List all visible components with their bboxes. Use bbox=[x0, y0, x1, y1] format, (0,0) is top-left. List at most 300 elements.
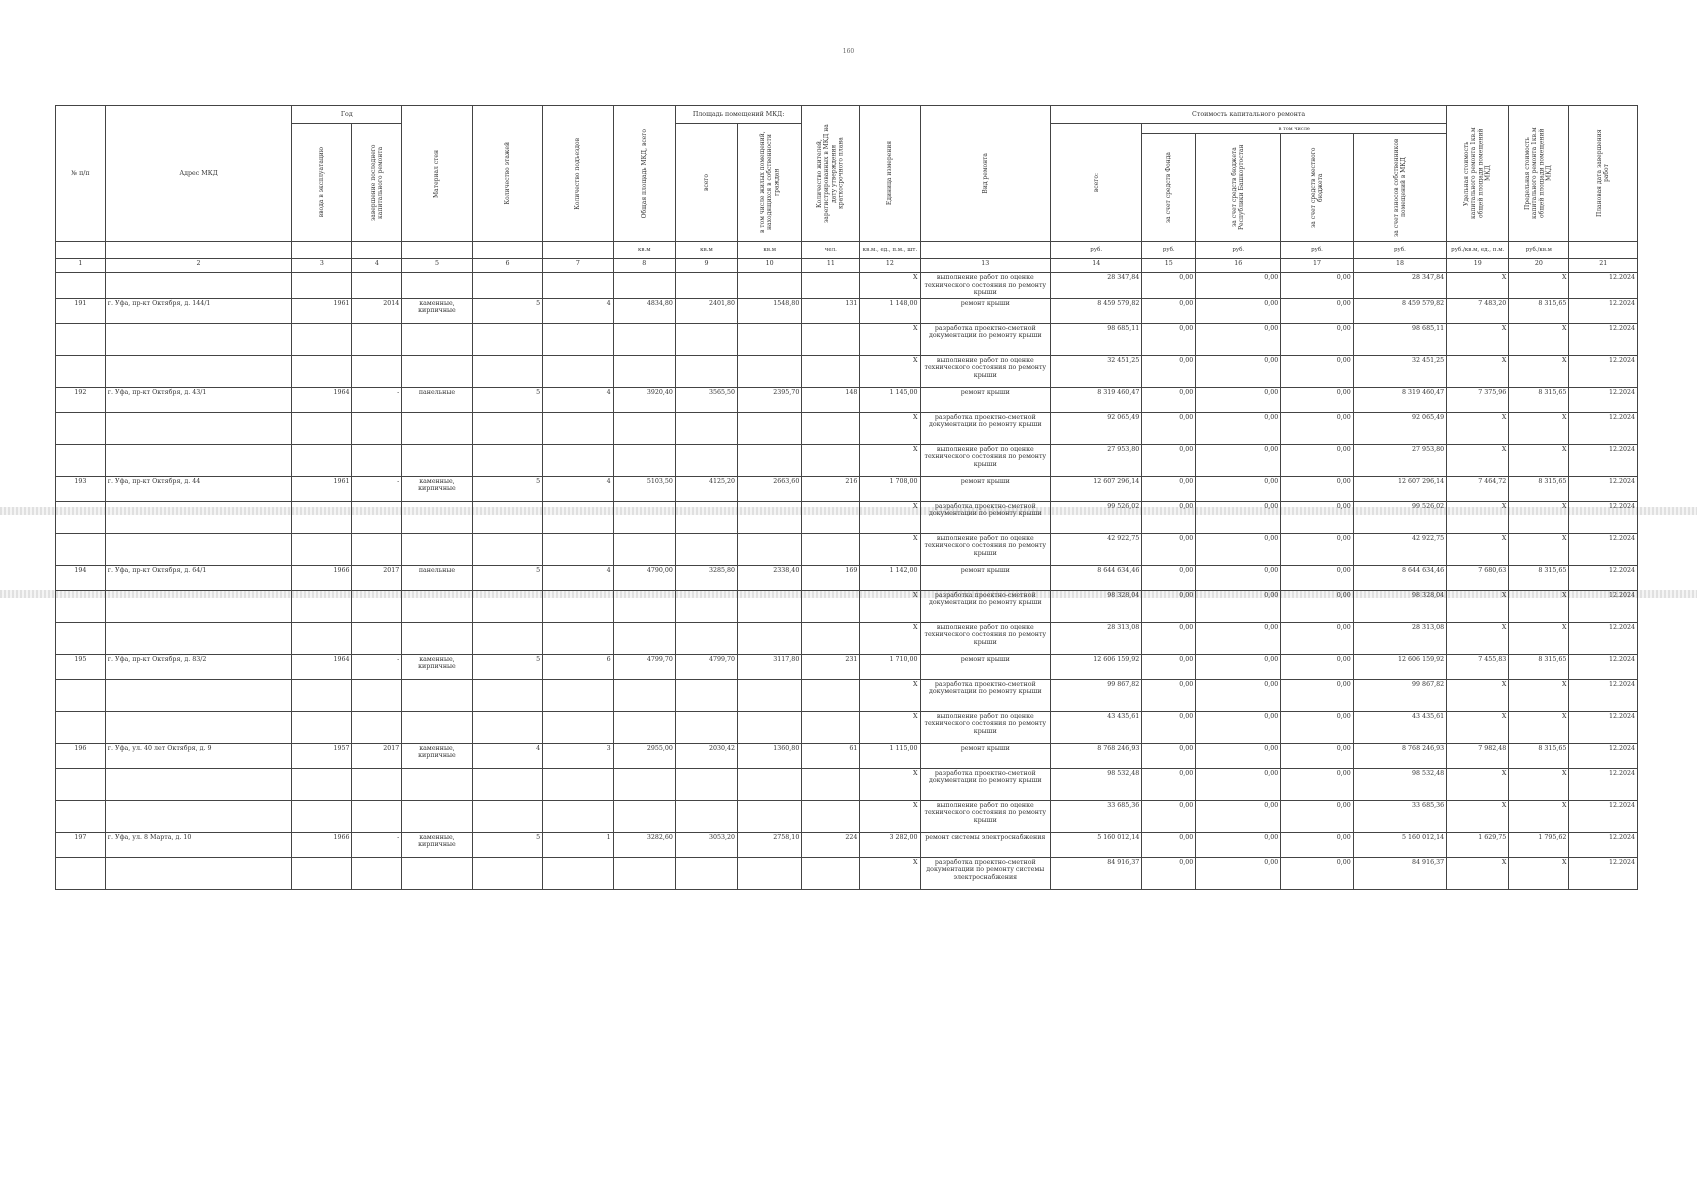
cell-cost-fund: 0,00 bbox=[1142, 654, 1196, 679]
cell-cost-total: 98 685,11 bbox=[1051, 323, 1142, 355]
cell-volume: X bbox=[860, 501, 920, 533]
column-index-cell: 13 bbox=[920, 259, 1051, 273]
cell-material bbox=[402, 711, 472, 743]
table-row bbox=[56, 743, 1638, 768]
column-index-cell: 3 bbox=[292, 259, 352, 273]
column-index-cell: 21 bbox=[1569, 259, 1638, 273]
cell-limit-cost: X bbox=[1509, 501, 1569, 533]
cell-floors bbox=[472, 533, 542, 565]
cell-premises-total bbox=[675, 768, 737, 800]
column-index-cell: 19 bbox=[1447, 259, 1509, 273]
cell-unit-cost: X bbox=[1447, 323, 1509, 355]
cell-cost-local: 0,00 bbox=[1281, 743, 1354, 768]
cell-floors bbox=[472, 622, 542, 654]
cell-residents: 131 bbox=[802, 298, 860, 323]
cell-premises-owned: 2663,60 bbox=[738, 476, 802, 501]
cell-cost-owners: 98 685,11 bbox=[1353, 323, 1446, 355]
cell-material: каменные, кирпичные bbox=[402, 298, 472, 323]
cell-residents bbox=[802, 412, 860, 444]
cell-deadline: 12.2024 bbox=[1569, 679, 1638, 711]
cell-residents bbox=[802, 533, 860, 565]
column-index-cell: 10 bbox=[738, 259, 802, 273]
cell-volume: 1 145,00 bbox=[860, 387, 920, 412]
cell-premises-owned bbox=[738, 857, 802, 889]
cell-work: разработка проектно-сметной документации по ремонту крыши bbox=[920, 768, 1051, 800]
cell-year-last-repair bbox=[352, 622, 402, 654]
cell-cost-fund: 0,00 bbox=[1142, 590, 1196, 622]
cell-year-last-repair bbox=[352, 590, 402, 622]
cell-cost-fund: 0,00 bbox=[1142, 412, 1196, 444]
column-index-cell: 18 bbox=[1353, 259, 1446, 273]
cell-floors bbox=[472, 355, 542, 387]
cell-unit-cost: X bbox=[1447, 273, 1509, 299]
table-row bbox=[56, 590, 1638, 622]
cell-cost-total: 42 922,75 bbox=[1051, 533, 1142, 565]
cell-year-last-repair: 2017 bbox=[352, 743, 402, 768]
cell-limit-cost: 8 315,65 bbox=[1509, 743, 1569, 768]
cell-premises-total bbox=[675, 679, 737, 711]
cell-material: каменные, кирпичные bbox=[402, 476, 472, 501]
cell-material bbox=[402, 533, 472, 565]
cell-cost-fund: 0,00 bbox=[1142, 800, 1196, 832]
cell-cost-total: 32 451,25 bbox=[1051, 355, 1142, 387]
cell-year-built bbox=[292, 768, 352, 800]
cell-cost-fund: 0,00 bbox=[1142, 476, 1196, 501]
cell-cost-owners: 28 347,84 bbox=[1353, 273, 1446, 299]
column-index-cell: 5 bbox=[402, 259, 472, 273]
cell-premises-owned bbox=[738, 444, 802, 476]
header-address: Адрес МКД bbox=[105, 106, 292, 242]
cell-premises-total bbox=[675, 800, 737, 832]
cell-cost-region: 0,00 bbox=[1196, 476, 1281, 501]
cell-num bbox=[56, 622, 106, 654]
cell-premises-total: 3053,20 bbox=[675, 832, 737, 857]
cell-premises-total bbox=[675, 323, 737, 355]
table-row bbox=[56, 711, 1638, 743]
cell-cost-total: 8 319 460,47 bbox=[1051, 387, 1142, 412]
cell-unit-cost: 7 483,20 bbox=[1447, 298, 1509, 323]
cell-premises-owned bbox=[738, 412, 802, 444]
cell-num bbox=[56, 444, 106, 476]
cell-cost-owners: 42 922,75 bbox=[1353, 533, 1446, 565]
cell-year-built bbox=[292, 711, 352, 743]
cell-volume: X bbox=[860, 533, 920, 565]
cell-cost-region: 0,00 bbox=[1196, 679, 1281, 711]
cell-total-area bbox=[613, 590, 675, 622]
cell-unit-cost: 7 464,72 bbox=[1447, 476, 1509, 501]
table-header bbox=[56, 106, 1638, 273]
column-index-cell: 14 bbox=[1051, 259, 1142, 273]
cell-deadline: 12.2024 bbox=[1569, 654, 1638, 679]
cell-unit-cost: 1 629,75 bbox=[1447, 832, 1509, 857]
cell-cost-fund: 0,00 bbox=[1142, 323, 1196, 355]
cell-cost-region: 0,00 bbox=[1196, 711, 1281, 743]
table-row bbox=[56, 412, 1638, 444]
cell-floors: 5 bbox=[472, 298, 542, 323]
cell-total-area bbox=[613, 857, 675, 889]
cell-premises-owned bbox=[738, 501, 802, 533]
cell-cost-region: 0,00 bbox=[1196, 768, 1281, 800]
cell-entrances: 3 bbox=[543, 743, 613, 768]
cell-unit-cost: X bbox=[1447, 679, 1509, 711]
cell-residents bbox=[802, 857, 860, 889]
cell-volume: X bbox=[860, 355, 920, 387]
cell-unit-cost: X bbox=[1447, 711, 1509, 743]
header-cost-total: всего: bbox=[1051, 124, 1142, 242]
cell-work: ремонт крыши bbox=[920, 654, 1051, 679]
cell-work: разработка проектно-сметной документации по ремонту крыши bbox=[920, 412, 1051, 444]
cell-cost-total: 43 435,61 bbox=[1051, 711, 1142, 743]
cell-premises-total: 3285,80 bbox=[675, 565, 737, 590]
cell-year-last-repair bbox=[352, 533, 402, 565]
cell-address bbox=[105, 273, 292, 299]
cell-entrances: 4 bbox=[543, 565, 613, 590]
cell-cost-region: 0,00 bbox=[1196, 590, 1281, 622]
cell-cost-total: 33 685,36 bbox=[1051, 800, 1142, 832]
cell-cost-local: 0,00 bbox=[1281, 590, 1354, 622]
cell-unit-cost: 7 982,48 bbox=[1447, 743, 1509, 768]
cell-total-area bbox=[613, 800, 675, 832]
cell-unit-cost: X bbox=[1447, 501, 1509, 533]
cell-material: панельные bbox=[402, 565, 472, 590]
column-index-cell: 6 bbox=[472, 259, 542, 273]
cell-total-area bbox=[613, 412, 675, 444]
cell-residents bbox=[802, 800, 860, 832]
cell-cost-local: 0,00 bbox=[1281, 444, 1354, 476]
unit-cell: кв.м bbox=[675, 242, 737, 259]
cell-deadline: 12.2024 bbox=[1569, 711, 1638, 743]
cell-premises-owned bbox=[738, 533, 802, 565]
cell-deadline: 12.2024 bbox=[1569, 444, 1638, 476]
table-row bbox=[56, 533, 1638, 565]
header-wall-material: Материал стен bbox=[402, 106, 472, 242]
cell-cost-fund: 0,00 bbox=[1142, 679, 1196, 711]
cell-cost-local: 0,00 bbox=[1281, 800, 1354, 832]
cell-material bbox=[402, 444, 472, 476]
cell-cost-owners: 33 685,36 bbox=[1353, 800, 1446, 832]
cell-material bbox=[402, 590, 472, 622]
header-floors: Количество этажей bbox=[472, 106, 542, 242]
cell-deadline: 12.2024 bbox=[1569, 565, 1638, 590]
table-row bbox=[56, 800, 1638, 832]
cell-premises-total bbox=[675, 273, 737, 299]
cell-material: панельные bbox=[402, 387, 472, 412]
cell-floors bbox=[472, 768, 542, 800]
cell-deadline: 12.2024 bbox=[1569, 476, 1638, 501]
cell-cost-local: 0,00 bbox=[1281, 654, 1354, 679]
cell-material bbox=[402, 412, 472, 444]
cell-work: выполнение работ по оценке технического состояния по ремонту крыши bbox=[920, 711, 1051, 743]
cell-volume: X bbox=[860, 273, 920, 299]
cell-year-last-repair: - bbox=[352, 832, 402, 857]
cell-cost-fund: 0,00 bbox=[1142, 565, 1196, 590]
cell-total-area bbox=[613, 768, 675, 800]
cell-year-built bbox=[292, 857, 352, 889]
cell-cost-owners: 8 644 634,46 bbox=[1353, 565, 1446, 590]
cell-cost-owners: 8 768 246,93 bbox=[1353, 743, 1446, 768]
cell-residents bbox=[802, 273, 860, 299]
cell-volume: X bbox=[860, 711, 920, 743]
cell-cost-local: 0,00 bbox=[1281, 832, 1354, 857]
cell-unit-cost: X bbox=[1447, 590, 1509, 622]
cell-cost-region: 0,00 bbox=[1196, 743, 1281, 768]
cell-limit-cost: X bbox=[1509, 590, 1569, 622]
cell-cost-local: 0,00 bbox=[1281, 323, 1354, 355]
cell-address: г. Уфа, ул. 40 лет Октября, д. 9 bbox=[105, 743, 292, 768]
table-row bbox=[56, 444, 1638, 476]
cell-premises-owned bbox=[738, 355, 802, 387]
cell-residents: 148 bbox=[802, 387, 860, 412]
cell-cost-total: 99 526,02 bbox=[1051, 501, 1142, 533]
table-row bbox=[56, 501, 1638, 533]
cell-address bbox=[105, 444, 292, 476]
cell-cost-owners: 32 451,25 bbox=[1353, 355, 1446, 387]
cell-material bbox=[402, 355, 472, 387]
cell-premises-owned: 2758,10 bbox=[738, 832, 802, 857]
table-body bbox=[56, 273, 1638, 890]
cell-floors: 5 bbox=[472, 832, 542, 857]
cell-unit-cost: 7 680,63 bbox=[1447, 565, 1509, 590]
cell-cost-region: 0,00 bbox=[1196, 622, 1281, 654]
cell-cost-local: 0,00 bbox=[1281, 679, 1354, 711]
column-index-cell: 15 bbox=[1142, 259, 1196, 273]
cell-premises-owned bbox=[738, 273, 802, 299]
unit-cell: руб. bbox=[1142, 242, 1196, 259]
page-number: 160 bbox=[842, 48, 855, 55]
cell-cost-owners: 98 328,04 bbox=[1353, 590, 1446, 622]
cell-material: каменные, кирпичные bbox=[402, 654, 472, 679]
table-row bbox=[56, 298, 1638, 323]
cell-year-last-repair: 2014 bbox=[352, 298, 402, 323]
cell-floors: 4 bbox=[472, 743, 542, 768]
header-unit-cost: Удельная стоимость капитального ремонта 1кв.м общей площади помещений МКД bbox=[1447, 106, 1509, 242]
cell-work: ремонт крыши bbox=[920, 565, 1051, 590]
cell-entrances bbox=[543, 622, 613, 654]
cell-year-built bbox=[292, 622, 352, 654]
cell-year-last-repair bbox=[352, 501, 402, 533]
unit-cell: кв.м., ед., п.м., шт. bbox=[860, 242, 920, 259]
cell-floors bbox=[472, 444, 542, 476]
cell-residents bbox=[802, 711, 860, 743]
cell-entrances bbox=[543, 323, 613, 355]
cell-year-last-repair bbox=[352, 323, 402, 355]
cell-year-built: 1961 bbox=[292, 476, 352, 501]
cell-entrances bbox=[543, 412, 613, 444]
cell-address bbox=[105, 533, 292, 565]
cell-premises-total: 3565,50 bbox=[675, 387, 737, 412]
cell-deadline: 12.2024 bbox=[1569, 501, 1638, 533]
cell-year-last-repair bbox=[352, 355, 402, 387]
header-entrances: Количество подъездов bbox=[543, 106, 613, 242]
table-row bbox=[56, 387, 1638, 412]
cell-address bbox=[105, 711, 292, 743]
cell-address: г. Уфа, пр-кт Октября, д. 44 bbox=[105, 476, 292, 501]
cell-floors: 5 bbox=[472, 654, 542, 679]
cell-deadline: 12.2024 bbox=[1569, 323, 1638, 355]
cell-cost-fund: 0,00 bbox=[1142, 857, 1196, 889]
cell-volume: X bbox=[860, 590, 920, 622]
cell-total-area: 4790,00 bbox=[613, 565, 675, 590]
cell-total-area bbox=[613, 273, 675, 299]
cell-cost-owners: 28 313,08 bbox=[1353, 622, 1446, 654]
cell-cost-owners: 84 916,37 bbox=[1353, 857, 1446, 889]
cell-year-built bbox=[292, 501, 352, 533]
cell-cost-local: 0,00 bbox=[1281, 768, 1354, 800]
cell-cost-total: 92 065,49 bbox=[1051, 412, 1142, 444]
cell-cost-total: 8 459 579,82 bbox=[1051, 298, 1142, 323]
cell-limit-cost: X bbox=[1509, 800, 1569, 832]
table-row bbox=[56, 622, 1638, 654]
cell-residents: 216 bbox=[802, 476, 860, 501]
cell-entrances bbox=[543, 444, 613, 476]
cell-premises-total bbox=[675, 501, 737, 533]
cell-year-built bbox=[292, 800, 352, 832]
cell-work: разработка проектно-сметной документации по ремонту системы электроснабжения bbox=[920, 857, 1051, 889]
column-index-cell: 4 bbox=[352, 259, 402, 273]
cell-material bbox=[402, 622, 472, 654]
header-num: № п/п bbox=[56, 106, 106, 242]
cell-residents bbox=[802, 323, 860, 355]
cell-cost-fund: 0,00 bbox=[1142, 711, 1196, 743]
cell-num bbox=[56, 273, 106, 299]
cell-cost-total: 5 160 012,14 bbox=[1051, 832, 1142, 857]
cell-material bbox=[402, 800, 472, 832]
cell-cost-region: 0,00 bbox=[1196, 323, 1281, 355]
cell-address bbox=[105, 679, 292, 711]
cell-premises-owned bbox=[738, 622, 802, 654]
cell-premises-owned bbox=[738, 800, 802, 832]
cell-floors bbox=[472, 857, 542, 889]
cell-material bbox=[402, 501, 472, 533]
cell-cost-region: 0,00 bbox=[1196, 412, 1281, 444]
cell-total-area: 3282,60 bbox=[613, 832, 675, 857]
cell-cost-total: 84 916,37 bbox=[1051, 857, 1142, 889]
cell-cost-fund: 0,00 bbox=[1142, 622, 1196, 654]
cell-deadline: 12.2024 bbox=[1569, 387, 1638, 412]
cell-cost-total: 8 644 634,46 bbox=[1051, 565, 1142, 590]
cell-premises-total bbox=[675, 412, 737, 444]
cell-floors bbox=[472, 679, 542, 711]
cell-year-last-repair bbox=[352, 711, 402, 743]
cell-limit-cost: X bbox=[1509, 273, 1569, 299]
cell-year-built bbox=[292, 533, 352, 565]
cell-entrances bbox=[543, 679, 613, 711]
cell-year-last-repair bbox=[352, 444, 402, 476]
column-index-cell: 11 bbox=[802, 259, 860, 273]
cell-num bbox=[56, 533, 106, 565]
header-work-type: Вид ремонта bbox=[920, 106, 1051, 242]
unit-cell: руб. bbox=[1051, 242, 1142, 259]
cell-cost-fund: 0,00 bbox=[1142, 832, 1196, 857]
cell-limit-cost: 1 795,62 bbox=[1509, 832, 1569, 857]
cell-deadline: 12.2024 bbox=[1569, 622, 1638, 654]
cell-floors: 5 bbox=[472, 565, 542, 590]
cell-unit-cost: X bbox=[1447, 412, 1509, 444]
column-index-row bbox=[56, 259, 1638, 273]
cell-work: разработка проектно-сметной документации по ремонту крыши bbox=[920, 590, 1051, 622]
cell-floors bbox=[472, 590, 542, 622]
cell-limit-cost: X bbox=[1509, 622, 1569, 654]
header-premises-total: всего bbox=[675, 124, 737, 242]
cell-limit-cost: 8 315,65 bbox=[1509, 654, 1569, 679]
cell-total-area: 3920,40 bbox=[613, 387, 675, 412]
cell-unit-cost: X bbox=[1447, 533, 1509, 565]
cell-cost-owners: 12 606 159,92 bbox=[1353, 654, 1446, 679]
cell-premises-owned: 2338,40 bbox=[738, 565, 802, 590]
header-cost-fund: за счет средств Фонда bbox=[1142, 134, 1196, 242]
cell-limit-cost: X bbox=[1509, 323, 1569, 355]
cell-entrances: 4 bbox=[543, 298, 613, 323]
cell-work: ремонт крыши bbox=[920, 476, 1051, 501]
table-row bbox=[56, 355, 1638, 387]
unit-cell: чел. bbox=[802, 242, 860, 259]
cell-limit-cost: 8 315,65 bbox=[1509, 565, 1569, 590]
header-cost-owners: за счет взносов собственников помещений в МКД bbox=[1353, 134, 1446, 242]
cell-entrances bbox=[543, 355, 613, 387]
cell-year-built bbox=[292, 355, 352, 387]
cell-address bbox=[105, 768, 292, 800]
cell-cost-region: 0,00 bbox=[1196, 565, 1281, 590]
cell-num bbox=[56, 679, 106, 711]
cell-total-area bbox=[613, 533, 675, 565]
header-year-last-repair: завершение последнего капитального ремонта bbox=[352, 124, 402, 242]
cell-cost-owners: 12 607 296,14 bbox=[1353, 476, 1446, 501]
cell-volume: X bbox=[860, 768, 920, 800]
cell-cost-region: 0,00 bbox=[1196, 857, 1281, 889]
cell-floors bbox=[472, 273, 542, 299]
cell-cost-region: 0,00 bbox=[1196, 501, 1281, 533]
cell-total-area bbox=[613, 323, 675, 355]
cell-num: 197 bbox=[56, 832, 106, 857]
cell-year-last-repair: - bbox=[352, 476, 402, 501]
header-cost-group: Стоимость капитального ремонта bbox=[1051, 106, 1447, 124]
cell-cost-owners: 5 160 012,14 bbox=[1353, 832, 1446, 857]
cell-residents: 231 bbox=[802, 654, 860, 679]
cell-total-area: 4799,70 bbox=[613, 654, 675, 679]
cell-num bbox=[56, 501, 106, 533]
cell-limit-cost: 8 315,65 bbox=[1509, 476, 1569, 501]
cell-year-built bbox=[292, 444, 352, 476]
cell-floors bbox=[472, 800, 542, 832]
cell-num bbox=[56, 857, 106, 889]
cell-num: 191 bbox=[56, 298, 106, 323]
cell-address: г. Уфа, пр-кт Октября, д. 64/1 bbox=[105, 565, 292, 590]
column-index-cell: 16 bbox=[1196, 259, 1281, 273]
cell-entrances bbox=[543, 768, 613, 800]
cell-total-area bbox=[613, 501, 675, 533]
cell-total-area bbox=[613, 355, 675, 387]
cell-entrances bbox=[543, 800, 613, 832]
cell-deadline: 12.2024 bbox=[1569, 412, 1638, 444]
cell-cost-fund: 0,00 bbox=[1142, 298, 1196, 323]
cell-deadline: 12.2024 bbox=[1569, 355, 1638, 387]
cell-unit-cost: X bbox=[1447, 355, 1509, 387]
cell-premises-total: 4799,70 bbox=[675, 654, 737, 679]
cell-deadline: 12.2024 bbox=[1569, 298, 1638, 323]
column-index-cell: 17 bbox=[1281, 259, 1354, 273]
cell-floors: 5 bbox=[472, 387, 542, 412]
cell-cost-local: 0,00 bbox=[1281, 533, 1354, 565]
table-row bbox=[56, 565, 1638, 590]
cell-address bbox=[105, 412, 292, 444]
cell-premises-total bbox=[675, 444, 737, 476]
cell-entrances bbox=[543, 857, 613, 889]
cell-num bbox=[56, 590, 106, 622]
cell-residents bbox=[802, 501, 860, 533]
cell-deadline: 12.2024 bbox=[1569, 743, 1638, 768]
cell-deadline: 12.2024 bbox=[1569, 273, 1638, 299]
cell-unit-cost: X bbox=[1447, 444, 1509, 476]
